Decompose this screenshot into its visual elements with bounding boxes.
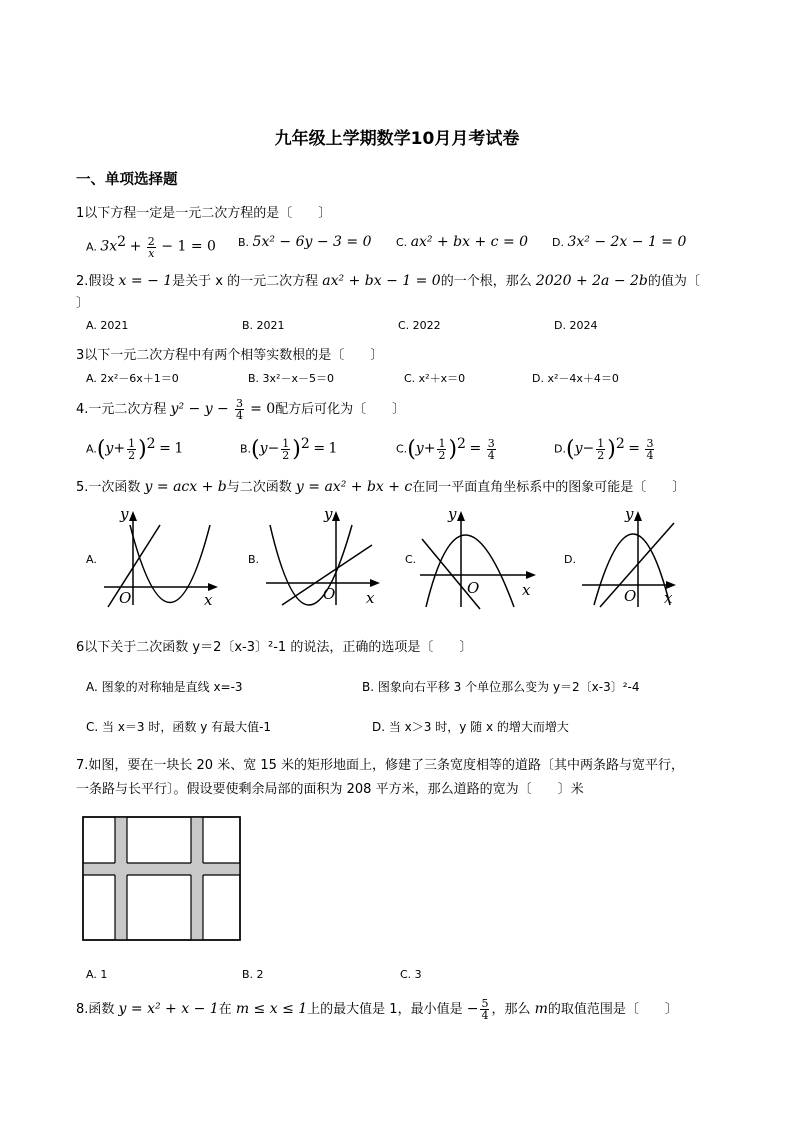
q2-stem-end: 〕	[76, 296, 90, 311]
axis-y-label: y	[120, 505, 129, 523]
q3-stem: 3以下一元二次方程中有两个相等实数根的是〔 〕	[76, 348, 384, 363]
q6-option-d[interactable]: D. 当 x＞3 时，y 随 x 的增大而增大	[372, 720, 569, 734]
q1-option-d[interactable]: D. 3x² − 2x − 1 = 0	[552, 234, 687, 250]
axis-y-label: y	[324, 505, 333, 523]
q5-graph-c[interactable]	[416, 503, 540, 610]
q4-option-b[interactable]: B.(y− $\frac{1}{2}$ )$^2$ = 1	[240, 436, 338, 463]
q2-option-c[interactable]: C. 2022	[398, 319, 441, 332]
q5-stem: 5.一次函数 y = acx + b与二次函数 y = ax² + bx + c在同一平面直角坐标系中的图象可能是〔 〕	[76, 479, 686, 495]
q4-option-a[interactable]: A.(y+ $\frac{1}{2}$ )$^2$ = 1	[86, 436, 184, 463]
q7-option-b[interactable]: B. 2	[242, 968, 264, 981]
q6-option-c[interactable]: C. 当 x＝3 时，函数 y 有最大值-1	[86, 720, 272, 734]
q1-fraction: $\frac{2}{x}$	[147, 235, 155, 261]
q8-stem: 8.函数 y = x² + x − 1在 m ≤ x ≤ 1上的最大值是 1，最小值是 − $\frac{5}{4}$ ，那么 m的取值范围是〔 〕	[76, 997, 678, 1022]
q5-option-c[interactable]: C.	[405, 553, 417, 566]
q7-option-c[interactable]: C. 3	[400, 968, 422, 981]
q4-option-c[interactable]: C.(y+ $\frac{1}{2}$ )$^2$ = $\frac{3}{4}$	[396, 436, 495, 463]
q1-option-a[interactable]: A. $3x^2$ + $\frac{2}{x}$ − 1 = 0	[86, 234, 216, 261]
q7-stem-line2: 一条路与长平行〕。假设要使剩余局部的面积为 208 平方米，那么道路的宽为〔 〕米	[76, 782, 584, 797]
q5-graph-d[interactable]	[578, 503, 682, 610]
q3-option-d[interactable]: D. x²－4x＋4＝0	[532, 372, 619, 385]
q4-option-d[interactable]: D.(y− $\frac{1}{2}$ )$^2$ = $\frac{3}{4}$	[554, 436, 654, 463]
axis-x-label: x	[522, 581, 531, 599]
axis-y-label: y	[625, 505, 634, 523]
q1-stem: 1以下方程一定是一元二次方程的是〔 〕	[76, 206, 332, 221]
q5-option-a[interactable]: A.	[86, 553, 97, 566]
page-title: 九年级上学期数学10月月考试卷	[274, 129, 520, 149]
q5-option-d[interactable]: D.	[564, 553, 576, 566]
axis-y-label: y	[448, 505, 457, 523]
axis-x-label: x	[366, 589, 375, 607]
q2-option-b[interactable]: B. 2021	[242, 319, 285, 332]
origin-label: O	[119, 589, 132, 607]
q4-stem: 4.一元二次方程 y² − y − $\frac{3}{4}$ = 0配方后可化为〔 〕	[76, 397, 406, 422]
q7-road-figure	[82, 816, 242, 942]
origin-label: O	[624, 587, 637, 605]
q1-option-c[interactable]: C. ax² + bx + c = 0	[396, 234, 529, 250]
q2-option-a[interactable]: A. 2021	[86, 319, 129, 332]
q7-stem-line1: 7.如图，要在一块长 20 米、宽 15 米的矩形地面上，修建了三条宽度相等的道路〔其中两条路与宽平行，	[76, 758, 685, 773]
q7-option-a[interactable]: A. 1	[86, 968, 108, 981]
q6-stem: 6以下关于二次函数 y＝2〔x-3〕²-1 的说法，正确的选项是〔 〕	[76, 640, 473, 655]
origin-label: O	[323, 585, 336, 603]
q3-option-b[interactable]: B. 3x²－x－5＝0	[248, 372, 334, 385]
q5-graph-b[interactable]	[262, 505, 382, 610]
q6-option-b[interactable]: B. 图象向右平移 3 个单位那么变为 y＝2〔x-3〕²-4	[362, 680, 640, 694]
q2-stem: 2.假设 x = − 1是关于 x 的一元二次方程 ax² + bx − 1 = 0的一个根，那么 2020 + 2a − 2b的值为〔	[76, 273, 700, 289]
axis-x-label: x	[664, 589, 673, 607]
q5-option-b[interactable]: B.	[248, 553, 260, 566]
section-heading: 一、单项选择题	[76, 172, 178, 188]
axis-x-label: x	[204, 591, 213, 609]
q2-option-d[interactable]: D. 2024	[554, 319, 598, 332]
q3-option-c[interactable]: C. x²＋x＝0	[404, 372, 466, 385]
q5-graph-a[interactable]	[100, 505, 220, 610]
origin-label: O	[467, 579, 480, 597]
q3-option-a[interactable]: A. 2x²－6x＋1＝0	[86, 372, 179, 385]
q6-option-a[interactable]: A. 图象的对称轴是直线 x=-3	[86, 680, 243, 694]
q1-option-b[interactable]: B. 5x² − 6y − 3 = 0	[238, 234, 372, 250]
